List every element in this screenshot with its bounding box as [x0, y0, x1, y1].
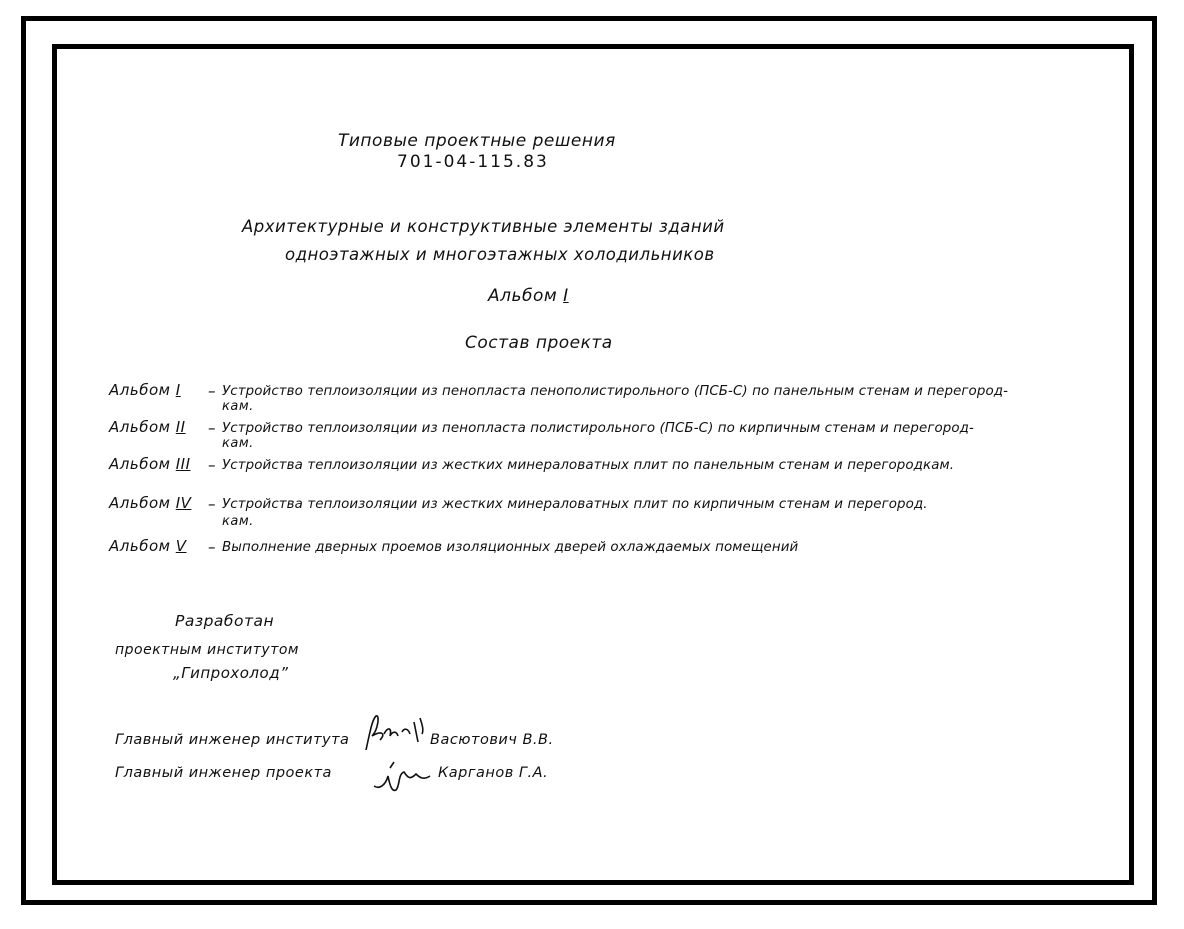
album-item-text-cont: кам.	[222, 514, 254, 529]
album-item-label: Альбом V	[109, 537, 187, 555]
album-heading-prefix: Альбом	[488, 286, 558, 306]
heading-line-2: одноэтажных и многоэтажных холодильников	[285, 245, 715, 264]
album-item-text-cont: кам.	[222, 399, 254, 414]
album-item-text: Устройства теплоизоляции из жестких минераловатных плит по панельным стенам и перегородкам.	[222, 458, 955, 473]
signature-graphic	[358, 712, 430, 756]
album-item-text: Выполнение дверных проемов изоляционных дверей охлаждаемых помещений	[222, 540, 799, 555]
album-item-text: Устройство теплоизоляции из пенопласта пенополистирольного (ПСБ-С) по панельным стенам и перегород-	[222, 384, 1009, 399]
developer-institute-label: проектным институтом	[115, 642, 299, 658]
signature-name: Карганов Г.А.	[438, 765, 549, 781]
album-item-dash: –	[208, 382, 216, 400]
developer-institute-name: „Гипрохолод”	[173, 664, 289, 682]
album-item-dash: –	[208, 456, 216, 474]
album-item-label: Альбом II	[109, 418, 186, 436]
album-heading-numeral: I	[563, 286, 569, 306]
album-item-label: Альбом I	[109, 381, 181, 399]
album-item-dash: –	[208, 495, 216, 513]
signature-role: Главный инженер проекта	[115, 765, 332, 781]
album-item-text: Устройства теплоизоляции из жестких минераловатных плит по кирпичным стенам и перегород.	[222, 497, 928, 512]
album-item-text: Устройство теплоизоляции из пенопласта полистирольного (ПСБ-С) по кирпичным стенам и перегород-	[222, 421, 974, 436]
album-heading	[488, 288, 569, 305]
album-item-dash: –	[208, 419, 216, 437]
signature-graphic	[370, 756, 434, 796]
album-item-text-cont: кам.	[222, 436, 254, 451]
album-item-label: Альбом III	[109, 455, 191, 473]
document-title: Типовые проектные решения	[338, 131, 616, 151]
signature-name: Васютович В.В.	[430, 732, 554, 748]
developer-label: Разработан	[175, 612, 275, 630]
album-item-label: Альбом IV	[109, 494, 192, 512]
composition-title: Состав проекта	[465, 333, 613, 353]
album-item-dash: –	[208, 538, 216, 556]
signature-role: Главный инженер института	[115, 732, 350, 748]
project-code: 701-04-115.83	[397, 152, 549, 172]
heading-line-1: Архитектурные и конструктивные элементы зданий	[242, 217, 725, 236]
